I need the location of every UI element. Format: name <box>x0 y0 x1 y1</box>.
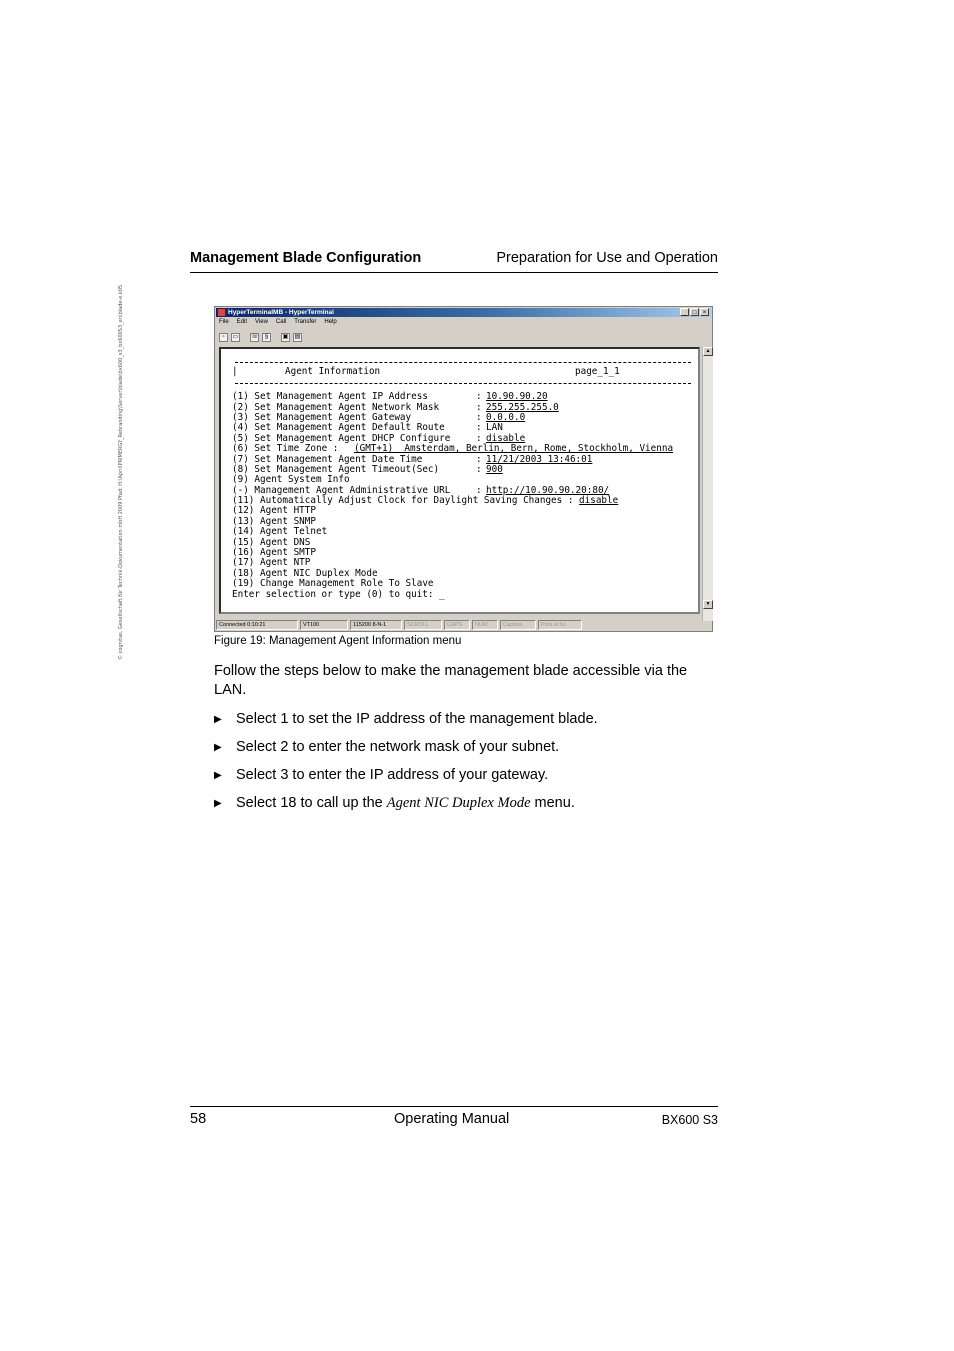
properties-icon[interactable]: ▣ <box>282 333 289 340</box>
menu-edit[interactable]: Edit <box>236 319 248 325</box>
terminal-page: page_1_1 <box>575 366 620 378</box>
menu-transfer[interactable]: Transfer <box>294 319 317 325</box>
status-scroll: SCROLL <box>404 620 442 630</box>
margin-path-note: © cognitas. Gesellschaft für Technik-Dokumentation mbH 2009 Pfad: H:\April\PRIMERGY_Rebranding\Server\blade\bx600_s3_bx600S3_en\blade-e.k05 <box>118 284 124 660</box>
hyperterminal-window <box>214 306 713 632</box>
page-number: 58 <box>190 1111 207 1127</box>
option-value: 11/21/2003 13:46:01 <box>486 453 593 465</box>
menu-option-18: (18) Agent NIC Duplex Mode <box>232 567 378 579</box>
intro-paragraph: Follow the steps below to make the management blade accessible via the LAN. <box>214 663 688 698</box>
menu-option-7: (7) Set Management Agent Date Time : 11/21/2003 13:46:01 <box>232 453 593 465</box>
menu-option-9: (9) Agent System Info <box>232 474 350 486</box>
option-value: disable <box>486 432 526 444</box>
status-port: 115200 8-N-1 <box>350 620 402 630</box>
menu-bar <box>219 319 337 328</box>
section-title: Management Blade Configuration <box>190 250 422 266</box>
chapter-title: Preparation for Use and Operation <box>496 250 718 266</box>
menu-option-16: (16) Agent SMTP <box>232 547 316 559</box>
scroll-down-icon[interactable]: ▼ <box>703 600 713 609</box>
menu-view[interactable]: View <box>255 319 268 325</box>
menu-option-1: (1) Set Management Agent IP Address : 10.90.90.20 <box>232 391 548 403</box>
status-capture: Capture <box>500 620 536 630</box>
menu-option-8: (8) Set Management Agent Timeout(Sec) : 900 <box>232 463 503 475</box>
selection-prompt[interactable]: Enter selection or type (0) to quit: _ <box>232 588 445 600</box>
option-value: http://10.90.90.20:80/ <box>486 484 610 496</box>
option-value: 255.255.255.0 <box>486 401 559 413</box>
terminal-heading: Agent Information <box>285 366 381 378</box>
step-list <box>214 710 718 822</box>
scroll-up-icon[interactable]: ▲ <box>703 347 713 356</box>
window-titlebar[interactable] <box>216 308 711 317</box>
option-value: disable <box>579 495 619 507</box>
list-item: ▶ Select 1 to set the IP address of the management blade. <box>214 710 718 738</box>
menu-option-5: (5) Set Management Agent DHCP Configure : disable <box>232 432 526 444</box>
status-num: NUM <box>472 620 498 630</box>
menu-option-17: (17) Agent NTP <box>232 557 311 569</box>
new-icon[interactable]: ▫ <box>219 333 228 342</box>
terminal-divider <box>232 378 694 388</box>
vertical-scrollbar[interactable] <box>702 347 713 621</box>
open-icon[interactable]: ▭ <box>232 333 239 340</box>
status-emulation: VT100 <box>300 620 348 630</box>
option-value: 900 <box>486 463 503 475</box>
option-value: 10.90.90.20 <box>486 391 548 403</box>
option-value: (GMT+1) Amsterdam, Berlin, Bern, Rome, Stockholm, Vienna <box>354 443 674 455</box>
option-value: 0.0.0.0 <box>486 411 526 423</box>
window-title: HyperTerminalMB - HyperTerminal <box>228 309 334 316</box>
menu-help[interactable]: Help <box>324 319 337 325</box>
menu-call[interactable]: Call <box>275 319 287 325</box>
terminal-screen[interactable]: | Agent Information page_1_1 (1) Set Management Agent IP Address : 10.90.90.20 (2) Set Management Agent Network Mask : 255.255.255.0 (3) Set Management Agent Gateway : 0.0.0.0 (4) Set Management Agent Default Route : LAN (5) Set Management Agent DHCP Configure : disable (6) Set Time Zone : (GMT+1) Amsterdam, Berlin, Bern, Rome, Stockholm, Vienna (7) Set Management Agent Date Time : 11/21/2003 13:46:01 (8) Set Management Agent Timeout(Sec) : 900 (9) Agent System Info (-) Management Agent Administrative URL : http://10.90.90.20:80/ (11) Automatically Adjust Clock for Daylight Saving Changes : disable (12) Agent HTTP (13) Agent SNMP (14) Agent Telnet (15) Agent DNS (16) Agent SMTP (17) Agent NTP (18) Agent NIC Duplex Mode (19) Change Management Role To Slave Enter selection or type (0) to quit: _ <box>219 347 700 614</box>
app-icon <box>218 309 225 316</box>
menu-option-13: (13) Agent SNMP <box>232 515 316 527</box>
menu-option-2: (2) Set Management Agent Network Mask : 255.255.255.0 <box>232 401 559 413</box>
menu-option-14: (14) Agent Telnet <box>232 526 328 538</box>
send-icon[interactable]: § <box>262 333 271 342</box>
menu-option-4: (4) Set Management Agent Default Route : LAN <box>232 422 503 434</box>
phone-icon[interactable]: ▤ <box>294 333 301 340</box>
option-value: LAN <box>486 422 503 434</box>
menu-option-url: (-) Management Agent Administrative URL : http://10.90.90.20:80/ <box>232 484 610 496</box>
menu-option-12: (12) Agent HTTP <box>232 505 316 517</box>
menu-option-19: (19) Change Management Role To Slave <box>232 578 434 590</box>
menu-option-3: (3) Set Management Agent Gateway : 0.0.0.0 <box>232 411 526 423</box>
manual-title: Operating Manual <box>394 1111 510 1127</box>
disconnect-icon[interactable]: ☏ <box>251 333 259 340</box>
list-item: ▶ Select 18 to call up the Agent NIC Duplex Mode menu. <box>214 794 718 822</box>
toolbar <box>219 331 302 343</box>
status-connected: Connected 0:10:21 <box>216 620 298 630</box>
menu-option-11: (11) Automatically Adjust Clock for Daylight Saving Changes : disable <box>232 495 619 507</box>
list-item: ▶ Select 3 to enter the IP address of your gateway. <box>214 766 718 794</box>
page-header <box>190 248 718 273</box>
status-caps: CAPS <box>444 620 470 630</box>
list-item: ▶ Select 2 to enter the network mask of your subnet. <box>214 738 718 766</box>
close-button[interactable]: × <box>700 308 709 316</box>
minimize-button[interactable]: _ <box>680 308 689 316</box>
status-bar <box>216 620 711 630</box>
menu-option-6: (6) Set Time Zone : (GMT+1) Amsterdam, Berlin, Bern, Rome, Stockholm, Vienna <box>232 443 674 455</box>
status-print-echo: Print echo <box>538 620 582 630</box>
menu-option-15: (15) Agent DNS <box>232 536 311 548</box>
product-name: BX600 S3 <box>661 1113 718 1127</box>
figure-caption: Figure 19: Management Agent Information menu <box>214 635 462 647</box>
maximize-button[interactable]: □ <box>690 308 699 316</box>
page-footer <box>190 1106 718 1131</box>
menu-file[interactable]: File <box>219 319 229 325</box>
